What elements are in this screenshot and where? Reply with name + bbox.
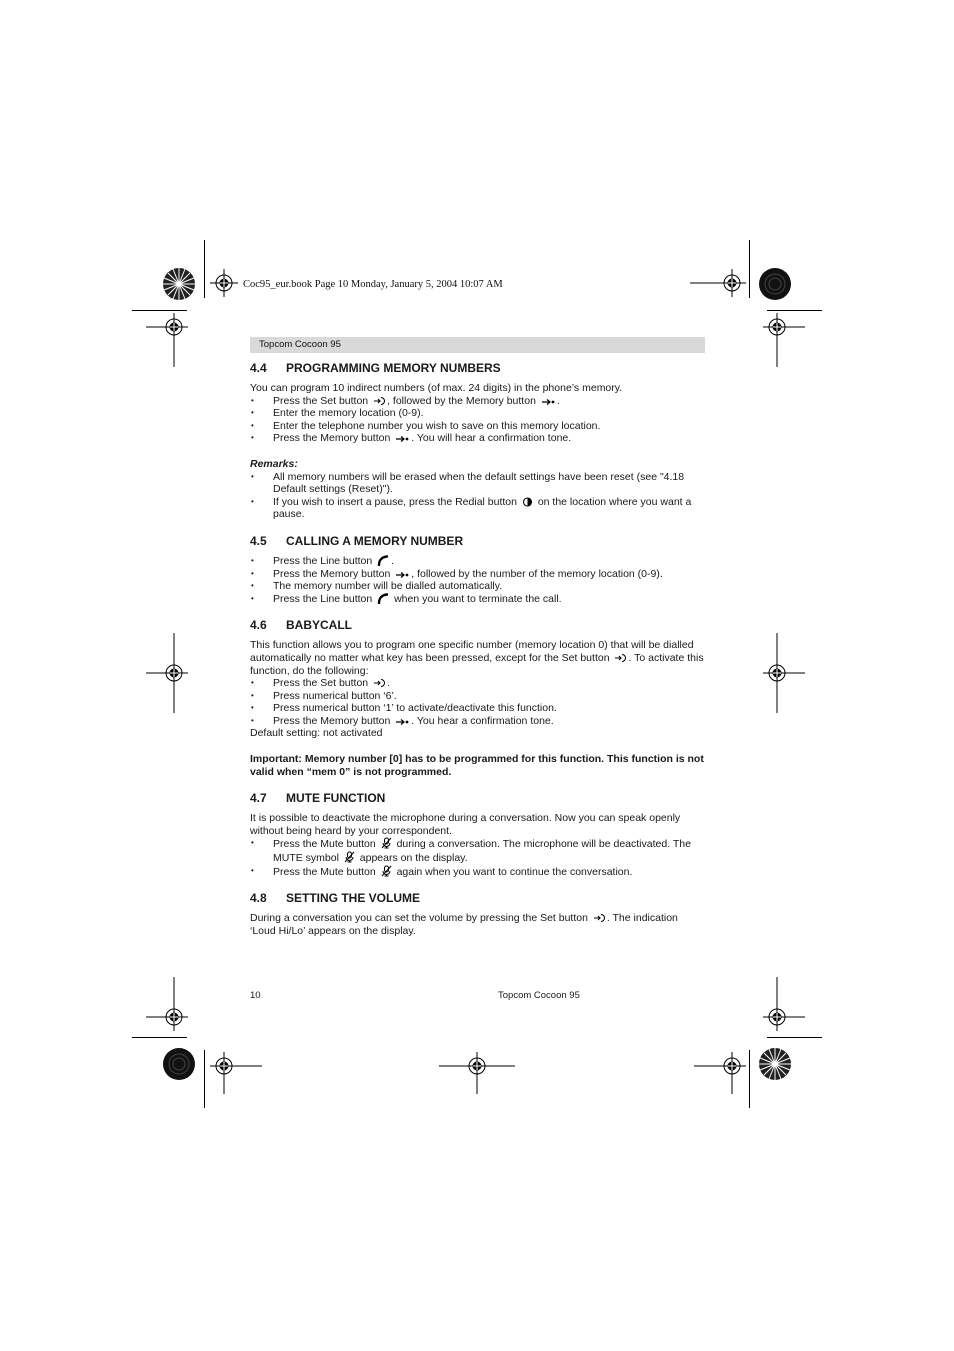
list-item: • Press the Set button . [250, 677, 705, 690]
section-heading-4-8: 4.8 SETTING THE VOLUME [250, 891, 421, 906]
list-item: • Press the Line button . [250, 555, 705, 568]
section-heading-4-4: 4.4 PROGRAMMING MEMORY NUMBERS [250, 361, 501, 375]
important-note: Important: Memory number [0] has to be programmed for this function. This function is not valid when “mem 0” is not programmed. [250, 753, 704, 778]
set-icon [593, 913, 605, 923]
paragraph: You can program 10 indirect numbers (of max. 24 digits) in the phone’s memory. [250, 382, 623, 394]
star-target-bottom-left [163, 1048, 195, 1080]
bullet-list [250, 555, 705, 605]
section-heading-4-6: 4.6 BABYCALL [250, 618, 352, 633]
print-info: Coc95_eur.book Page 10 Monday, January 5, 2004 10:07 AM [243, 279, 503, 290]
list-item: • The memory number will be dialled automatically. [250, 580, 705, 593]
list-item: • Press the Mute button during a conversation. The microphone will be deactivated. The MUTE symbol appears on the display. [250, 837, 705, 864]
list-item: • Press the Memory button , followed by the number of the memory location (0-9). [250, 568, 705, 581]
page-content [250, 361, 705, 937]
footer-title: Topcom Cocoon 95 [498, 990, 580, 1001]
star-target-top-right [759, 268, 791, 300]
section-heading-4-5: 4.5 CALLING A MEMORY NUMBER [250, 533, 464, 548]
set-icon [614, 653, 626, 663]
memory-icon [395, 435, 409, 443]
section-heading-4-7: 4.7 MUTE FUNCTION [250, 791, 386, 806]
list-item: • If you wish to insert a pause, press the Redial button on the location where you want a pause. [250, 496, 705, 521]
default-setting: Default setting: not activated [250, 727, 383, 740]
mute-icon [344, 851, 355, 863]
star-target-top-left [163, 268, 195, 300]
redial-icon [522, 497, 533, 507]
list-item: • Press the Mute button again when you want to continue the conversation. [250, 865, 705, 879]
memory-icon [395, 571, 409, 579]
memory-icon [395, 718, 409, 726]
mute-icon [381, 865, 392, 877]
bullet-list [250, 395, 705, 445]
list-item: • Press the Memory button . You hear a confirmation tone. [250, 715, 705, 728]
list-item: • Enter the telephone number you wish to save on this memory location. [250, 420, 705, 433]
header-title: Topcom Cocoon 95 [259, 339, 341, 350]
list-item: • Enter the memory location (0-9). [250, 407, 705, 420]
bullet-list [250, 837, 705, 878]
line-icon [377, 593, 389, 604]
list-item: • All memory numbers will be erased when the default settings have been reset (see "4.18 Default settings (Reset)"). [250, 471, 705, 496]
list-item: • Press numerical button ‘1’ to activate/deactivate this function. [250, 702, 705, 715]
page-number: 10 [250, 990, 261, 1001]
list-item: • Press the Set button , followed by the Memory button . [250, 395, 705, 408]
remarks-label: Remarks: [250, 457, 298, 470]
star-target-bottom-right [759, 1048, 791, 1080]
paragraph: This function allows you to program one specific number (memory location 0) that will be dialled automatically no matter what key has been pressed, except for the Set button . To activate this function, do the following: [250, 639, 704, 677]
list-item: • Press the Line button when you want to terminate the call. [250, 593, 705, 606]
list-item: • Press numerical button ‘6’. [250, 690, 705, 703]
paragraph: During a conversation you can set the volume by pressing the Set button . The indication ‘Loud Hi/Lo’ appears on the display. [250, 912, 678, 937]
set-icon [373, 678, 385, 688]
list-item: • Press the Memory button . You will hear a confirmation tone. [250, 432, 705, 445]
set-icon [373, 396, 385, 406]
line-icon [377, 555, 389, 566]
remarks-list [250, 471, 705, 521]
paragraph: It is possible to deactivate the microphone during a conversation. Now you can speak openly without being heard by your correspondent. [250, 812, 681, 837]
running-header [250, 337, 705, 353]
mute-icon [381, 837, 392, 849]
memory-icon [541, 398, 555, 406]
bullet-list [250, 677, 705, 727]
